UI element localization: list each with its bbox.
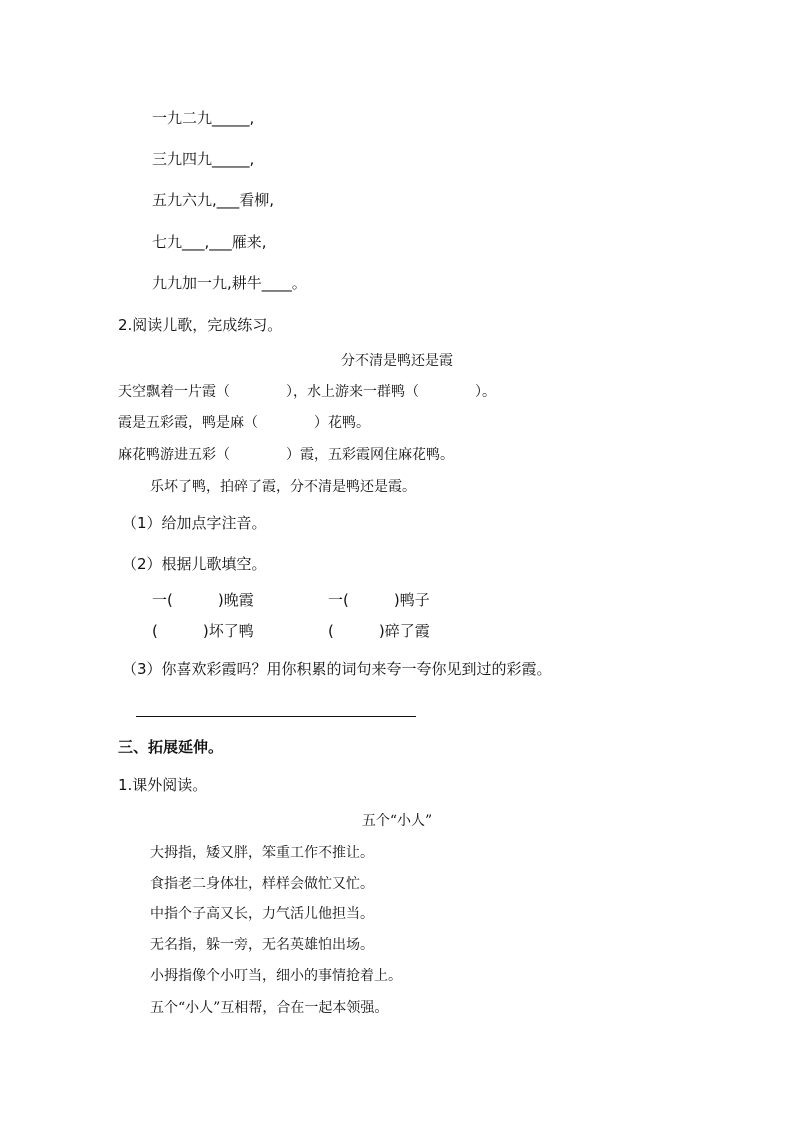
poem-line: 天空飘着一片霞（ ），水上游来一群鸭（ ）。 [118,384,496,400]
poem-line: 小拇指像个小叮当，细小的事情抢着上。 [150,968,402,984]
proverb-line-2: 三九四九_____, [152,150,255,168]
poem-line: 大拇指，矮又胖，笨重工作不推让。 [150,845,374,861]
poem-line: 无名指，躲一旁，无名英雄怕出场。 [150,937,374,953]
section-3-question-1: 1.课外阅读。 [118,776,208,794]
poem-title: 五个“小人” [361,813,433,829]
proverb-line-1: 一九二九_____, [152,109,255,127]
poem-title: 分不清是鸭还是霞 [341,353,453,369]
question-2-heading: 2.阅读儿歌，完成练习。 [118,316,283,334]
poem-line: 五个“小人”互相帮，合在一起本领强。 [150,1000,389,1016]
poem-line: 乐坏了鸭，拍碎了霞，分不清是鸭还是霞。 [150,479,416,495]
poem-line: 中指个子高又长，力气活儿他担当。 [150,906,374,922]
answer-line [136,716,416,717]
proverb-line-4: 七九___,___雁来, [152,233,267,251]
sub-question-1: （1）给加点字注音。 [122,514,267,532]
sub-question-2: （2）根据儿歌填空。 [122,555,267,573]
fill-blank: 一( )晚霞 [152,591,254,609]
fill-blank: 一( )鸭子 [328,591,430,609]
section-3-heading: 三、拓展延伸。 [118,738,224,756]
poem-line: 食指老二身体壮，样样会做忙又忙。 [150,876,374,892]
proverb-line-3: 五九六九,___看柳, [152,191,275,209]
proverb-line-5: 九九加一九,耕牛____。 [152,274,307,292]
fill-blank: ( )坏了鸭 [152,622,254,640]
poem-line: 麻花鸭游进五彩（ ）霞，五彩霞网住麻花鸭。 [118,447,454,463]
fill-blank: ( )碎了霞 [328,622,430,640]
sub-question-3: （3）你喜欢彩霞吗？用你积累的词句来夸一夸你见到过的彩霞。 [122,660,552,678]
poem-line: 霞是五彩霞，鸭是麻（ ）花鸭。 [118,415,370,431]
